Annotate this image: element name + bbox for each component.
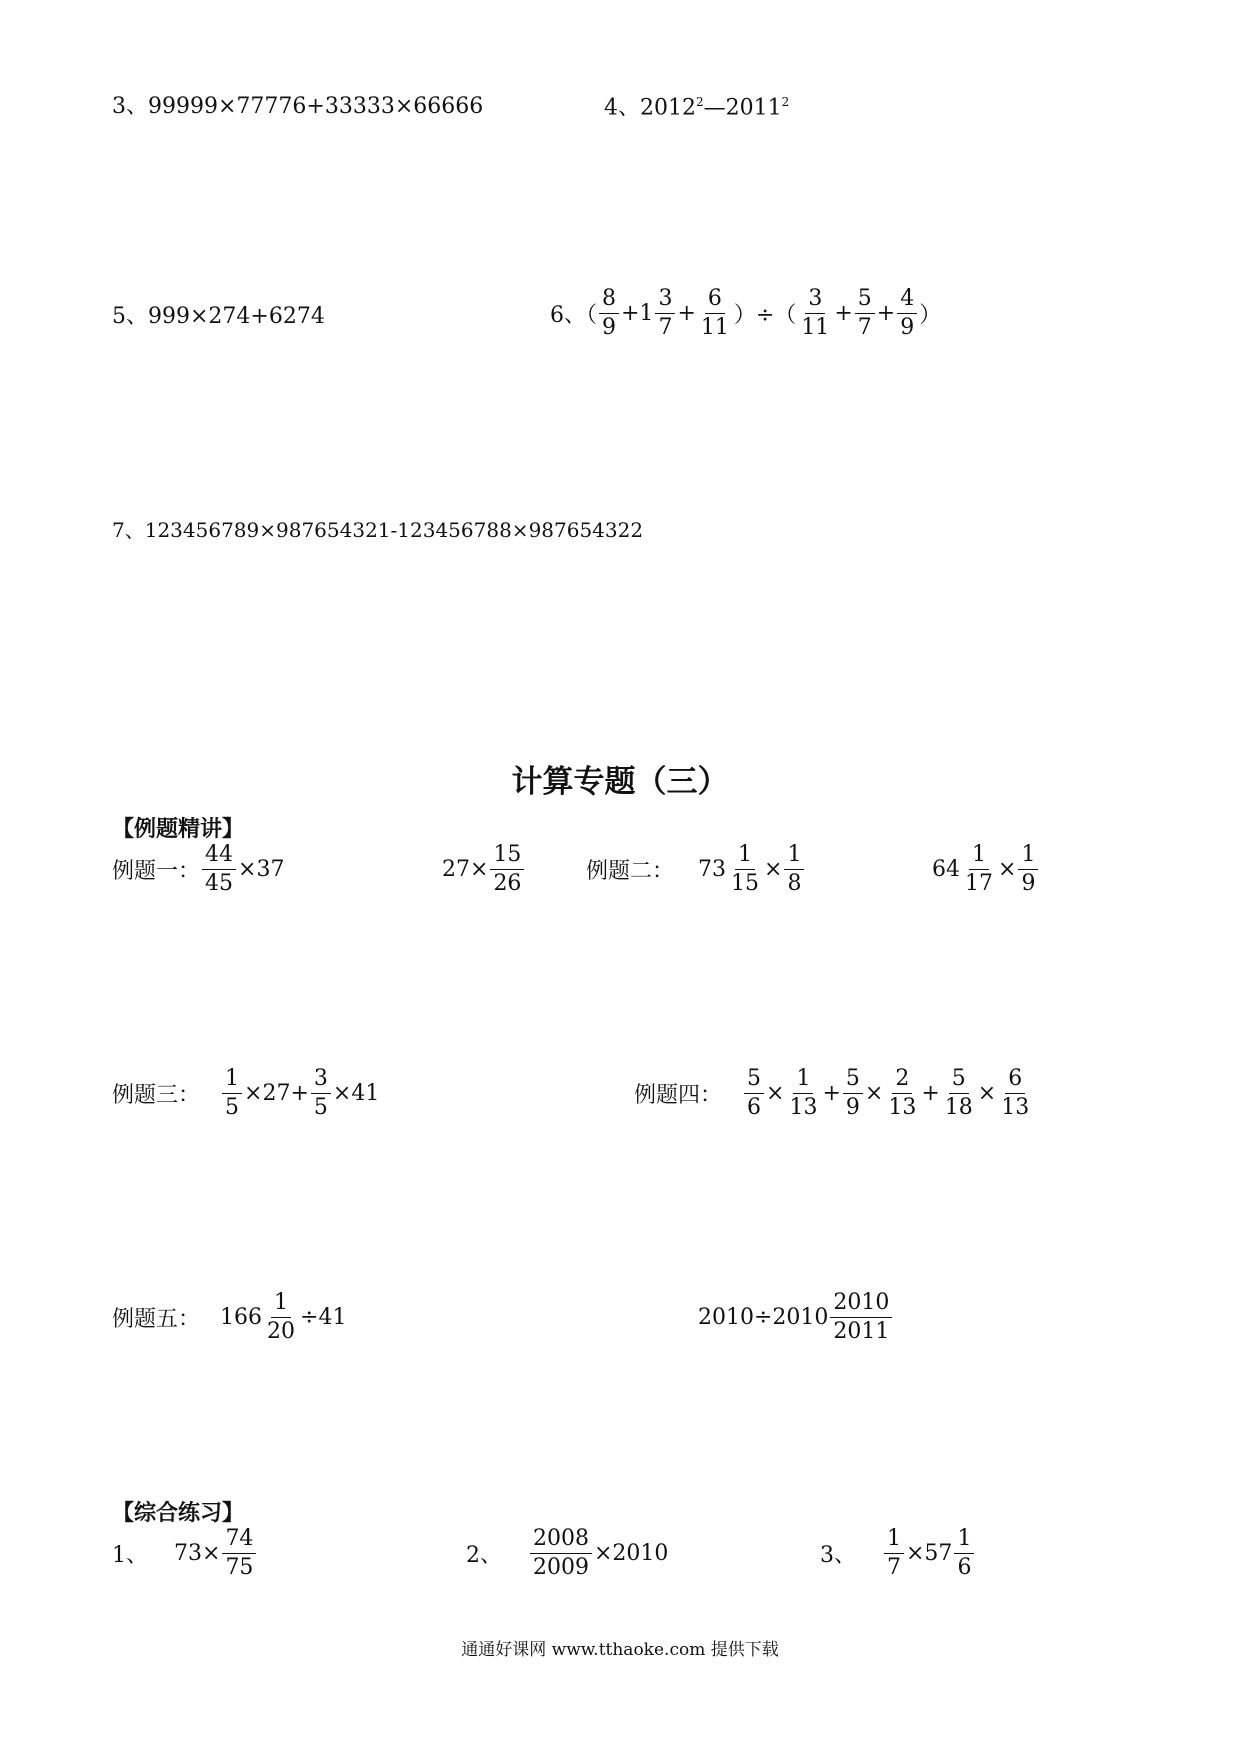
operator: × (764, 857, 783, 882)
numerator: 6 (705, 288, 725, 314)
denominator: 8 (787, 871, 802, 896)
fraction (998, 1068, 1032, 1119)
problem-7: 7、123456789×987654321-123456788×987654322 (112, 518, 644, 542)
denominator: 7 (887, 1555, 901, 1580)
numerator: 5 (843, 1068, 863, 1094)
fraction (311, 1068, 331, 1119)
denominator: 6 (957, 1555, 972, 1580)
page-title: 计算专题（三） (511, 764, 729, 800)
numerator: 4 (897, 288, 917, 314)
example-1 (112, 844, 284, 895)
example-2 (586, 844, 806, 895)
denominator: 9 (602, 315, 616, 340)
example-label: 例题四： (634, 1083, 723, 1108)
numerator: 1 (884, 1528, 904, 1554)
example-5b (698, 1292, 894, 1343)
example-label: 例题一： (112, 859, 201, 884)
numerator: 1 (954, 1528, 974, 1554)
problem-4-base-b: 2011 (725, 95, 782, 121)
numerator: 1 (784, 844, 804, 870)
numerator: 15 (490, 844, 524, 870)
whole-number: 166 (220, 1305, 263, 1330)
denominator: 9 (900, 315, 915, 340)
operator: × (864, 1081, 884, 1106)
operator: 2010÷2010 (698, 1305, 829, 1330)
fraction (698, 288, 732, 339)
fraction (798, 288, 832, 339)
fraction (855, 288, 875, 339)
numerator: 1 (969, 844, 989, 870)
fraction (744, 1068, 764, 1119)
denominator: 11 (801, 315, 830, 340)
problem-4-label: 4、 (604, 95, 640, 121)
fraction (530, 1528, 592, 1579)
section-heading-practice: 【综合练习】 (112, 1500, 245, 1526)
fraction (830, 1292, 892, 1343)
numerator: 3 (655, 288, 675, 314)
numerator: 1 (222, 1068, 242, 1094)
operator: + (822, 1081, 841, 1106)
numerator: 6 (1005, 1068, 1025, 1094)
problem-4-minus: — (703, 95, 726, 121)
numerator: 5 (855, 288, 875, 314)
numerator: 74 (222, 1528, 256, 1554)
denominator: 7 (857, 315, 872, 340)
operator: +1 (621, 301, 654, 326)
example-label: 例题五： (112, 1307, 201, 1332)
fraction (655, 288, 675, 339)
operator: ） (919, 303, 942, 328)
denominator: 18 (944, 1095, 973, 1120)
whole-number: 64 (932, 857, 960, 882)
fraction (784, 844, 804, 895)
operator: ÷41 (300, 1305, 347, 1330)
operator: ）÷（ (733, 303, 797, 328)
operator: ×37 (238, 857, 285, 882)
problem-4-exponent-a: 2 (696, 95, 704, 109)
denominator: 26 (493, 871, 522, 896)
denominator: 5 (313, 1095, 328, 1120)
practice-label: 3、 (820, 1543, 856, 1568)
denominator: 15 (731, 871, 760, 896)
fraction (202, 844, 236, 895)
numerator: 5 (949, 1068, 969, 1094)
denominator: 2009 (533, 1555, 589, 1580)
fraction (786, 1068, 820, 1119)
operator: + (921, 1081, 940, 1106)
operator: + (677, 301, 696, 326)
fraction (942, 1068, 976, 1119)
denominator: 11 (700, 315, 729, 340)
numerator: 1 (271, 1292, 291, 1318)
denominator: 6 (747, 1095, 762, 1120)
problem-5: 5、999×274+6274 (112, 304, 325, 329)
fraction (843, 1068, 863, 1119)
problem-6 (550, 288, 941, 339)
fraction (884, 1528, 904, 1579)
operator: × (977, 1081, 997, 1106)
fraction (599, 288, 619, 339)
fraction (264, 1292, 298, 1343)
fraction (954, 1528, 974, 1579)
operator: ×2010 (594, 1541, 669, 1566)
numerator: 44 (202, 844, 236, 870)
numerator: 1 (1018, 844, 1038, 870)
problem-3: 3、99999×77776+33333×66666 (112, 94, 484, 119)
problem-4-exponent-b: 2 (781, 95, 790, 109)
operator: ×41 (332, 1081, 380, 1106)
denominator: 13 (789, 1095, 818, 1120)
denominator: 45 (205, 871, 234, 896)
fraction (728, 844, 762, 895)
problem-6-label: 6、（ (550, 303, 597, 328)
operator: + (876, 301, 896, 326)
example-2b (932, 844, 1040, 895)
problem-4 (604, 96, 789, 119)
numerator: 1 (735, 844, 755, 870)
fraction (490, 844, 524, 895)
section-heading-examples: 【例题精讲】 (112, 816, 245, 842)
numerator: 2010 (830, 1292, 892, 1318)
operator: + (834, 301, 853, 326)
fraction (1018, 844, 1038, 895)
whole-number: 73 (698, 857, 727, 882)
denominator: 13 (888, 1095, 917, 1120)
page-footer: 通通好课网 www.tthaoke.com 提供下载 (461, 1640, 779, 1660)
denominator: 20 (267, 1319, 296, 1344)
example-1b (442, 844, 526, 895)
denominator: 9 (845, 1095, 860, 1120)
numerator: 2008 (530, 1528, 592, 1554)
denominator: 2011 (833, 1319, 890, 1344)
numerator: 5 (744, 1068, 764, 1094)
denominator: 13 (1001, 1095, 1030, 1120)
example-label: 例题三： (112, 1083, 201, 1108)
denominator: 17 (965, 871, 993, 896)
operator: × (766, 1081, 785, 1106)
example-4 (634, 1068, 1034, 1119)
practice-2 (466, 1528, 668, 1579)
fraction (962, 844, 996, 895)
numerator: 8 (599, 288, 619, 314)
fraction (897, 288, 917, 339)
fraction (222, 1068, 242, 1119)
operator: ×57 (906, 1541, 953, 1566)
denominator: 7 (658, 315, 673, 340)
denominator: 75 (225, 1555, 254, 1580)
practice-label: 1、 (112, 1543, 148, 1568)
practice-3 (820, 1528, 976, 1579)
fraction (885, 1068, 919, 1119)
practice-label: 2、 (466, 1543, 502, 1568)
numerator: 3 (805, 288, 825, 314)
fraction (222, 1528, 256, 1579)
practice-1 (112, 1528, 258, 1579)
example-5 (112, 1292, 346, 1343)
operator: × (998, 857, 1017, 882)
numerator: 1 (793, 1068, 813, 1094)
operator: 73× (174, 1541, 221, 1566)
operator: 27× (442, 857, 489, 882)
numerator: 3 (311, 1068, 331, 1094)
denominator: 9 (1021, 871, 1036, 896)
numerator: 2 (892, 1068, 912, 1094)
example-label: 例题二： (586, 859, 675, 884)
example-3 (112, 1068, 379, 1119)
denominator: 5 (225, 1095, 240, 1120)
operator: ×27+ (244, 1081, 309, 1106)
problem-4-base-a: 2012 (640, 95, 696, 121)
